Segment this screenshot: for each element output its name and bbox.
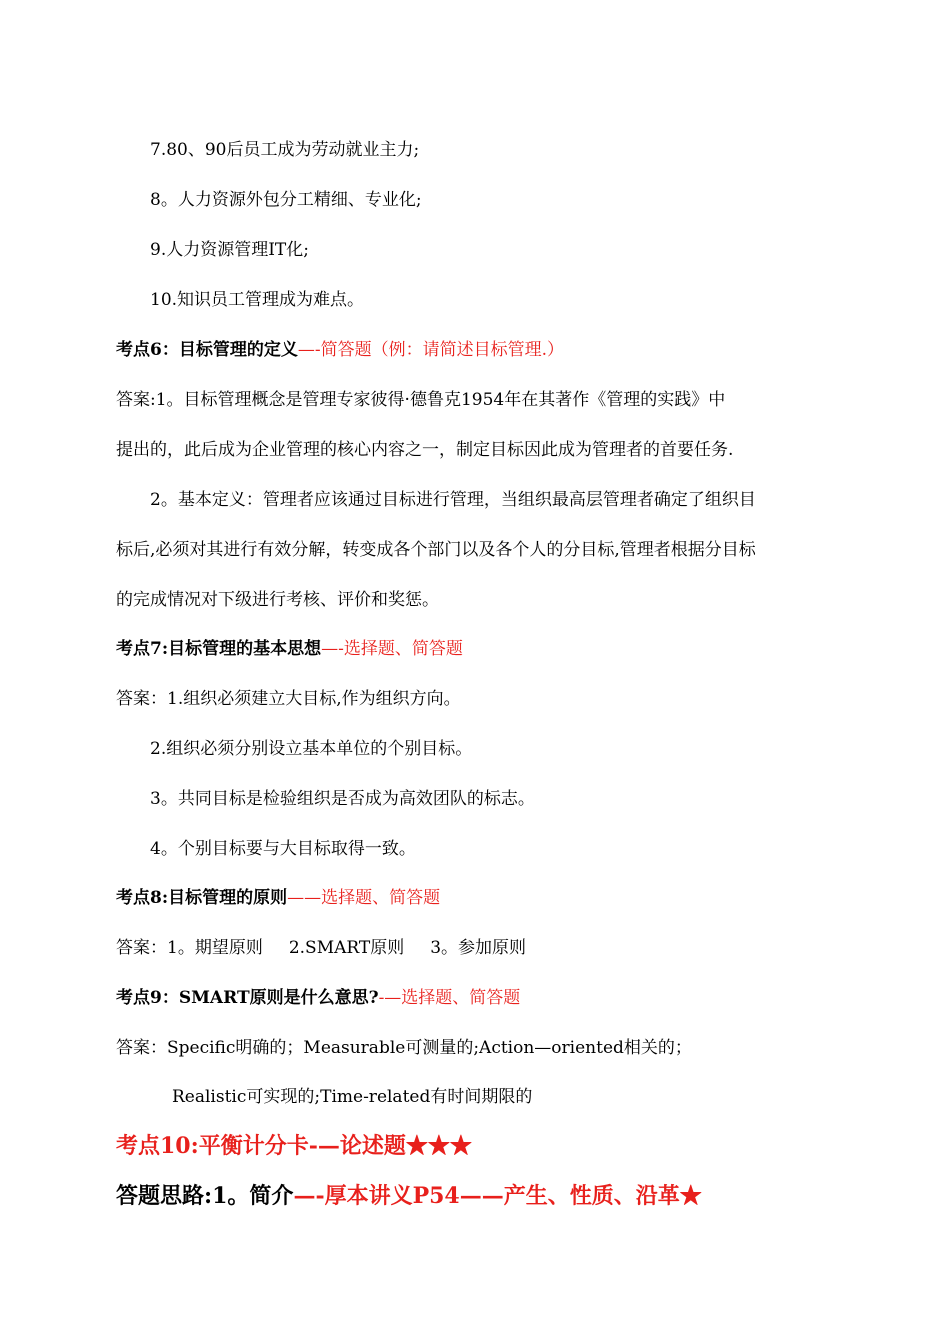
- heading-title: 考点9：SMART原则是什么意思?: [116, 988, 379, 1008]
- answer-principle-3: 3。参加原则: [430, 938, 527, 958]
- section-heading-kp9: [116, 986, 520, 1010]
- heading-title: 考点8:目标管理的原则: [116, 888, 288, 908]
- list-item: 8。人力资源外包分工精细、专业化;: [150, 190, 422, 210]
- answer-text: 提出的，此后成为企业管理的核心内容之一，制定目标因此成为管理者的首要任务.: [116, 440, 734, 460]
- list-item: 9.人力资源管理IT化;: [150, 240, 310, 260]
- heading-title: 考点6：目标管理的定义: [116, 340, 298, 360]
- answer-text: 4。个别目标要与大目标取得一致。: [150, 839, 416, 859]
- list-item: 10.知识员工管理成为难点。: [150, 290, 365, 310]
- heading-tag: -—选择题、简答题: [378, 988, 521, 1008]
- answer-text: 标后,必须对其进行有效分解，转变成各个部门以及各个人的分目标,管理者根据分目标: [116, 540, 756, 560]
- answer-text: 2。基本定义：管理者应该通过目标进行管理，当组织最高层管理者确定了组织目: [150, 490, 756, 510]
- section-heading-kp7: [116, 637, 463, 661]
- answer-hint-tag: —-厚本讲义P54——产生、性质、沿革★: [293, 1183, 702, 1209]
- list-item: 7.80、90后员工成为劳动就业主力;: [150, 140, 420, 160]
- heading-tag: ——选择题、简答题: [287, 888, 441, 908]
- answer-hint-prefix: 答题思路:1。简介: [116, 1183, 294, 1209]
- answer-text: 答案：1.组织必须建立大目标,作为组织方向。: [116, 689, 461, 709]
- section-heading-kp8: [116, 886, 440, 910]
- answer-principle-2: 2.SMART原则: [288, 938, 405, 958]
- heading-title: 考点7:目标管理的基本思想: [116, 639, 322, 659]
- section-heading-kp6: [116, 338, 564, 362]
- answer-text: 的完成情况对下级进行考核、评价和奖惩。: [116, 590, 439, 610]
- answer-text: Realistic可实现的;Time-related有时间期限的: [172, 1087, 533, 1107]
- answer-principle-1: 答案：1。期望原则: [116, 938, 263, 958]
- heading-tag: —-选择题、简答题: [321, 639, 463, 659]
- answer-text: 答案：Specific明确的；Measurable可测量的;Action—oriented相关的；: [116, 1038, 692, 1058]
- answer-text: 2.组织必须分别设立基本单位的个别目标。: [150, 739, 473, 759]
- answer-text: 3。共同目标是检验组织是否成为高效团队的标志。: [150, 789, 535, 809]
- heading-tag: —-简答题（例：请简述目标管理.）: [297, 340, 564, 360]
- answer-text: [116, 936, 526, 960]
- answer-text: 答案:1。目标管理概念是管理专家彼得·德鲁克1954年在其著作《管理的实践》中: [116, 390, 726, 410]
- answer-hint: [116, 1181, 702, 1211]
- section-heading-kp10: 考点10:平衡计分卡-—论述题★★★: [116, 1133, 472, 1159]
